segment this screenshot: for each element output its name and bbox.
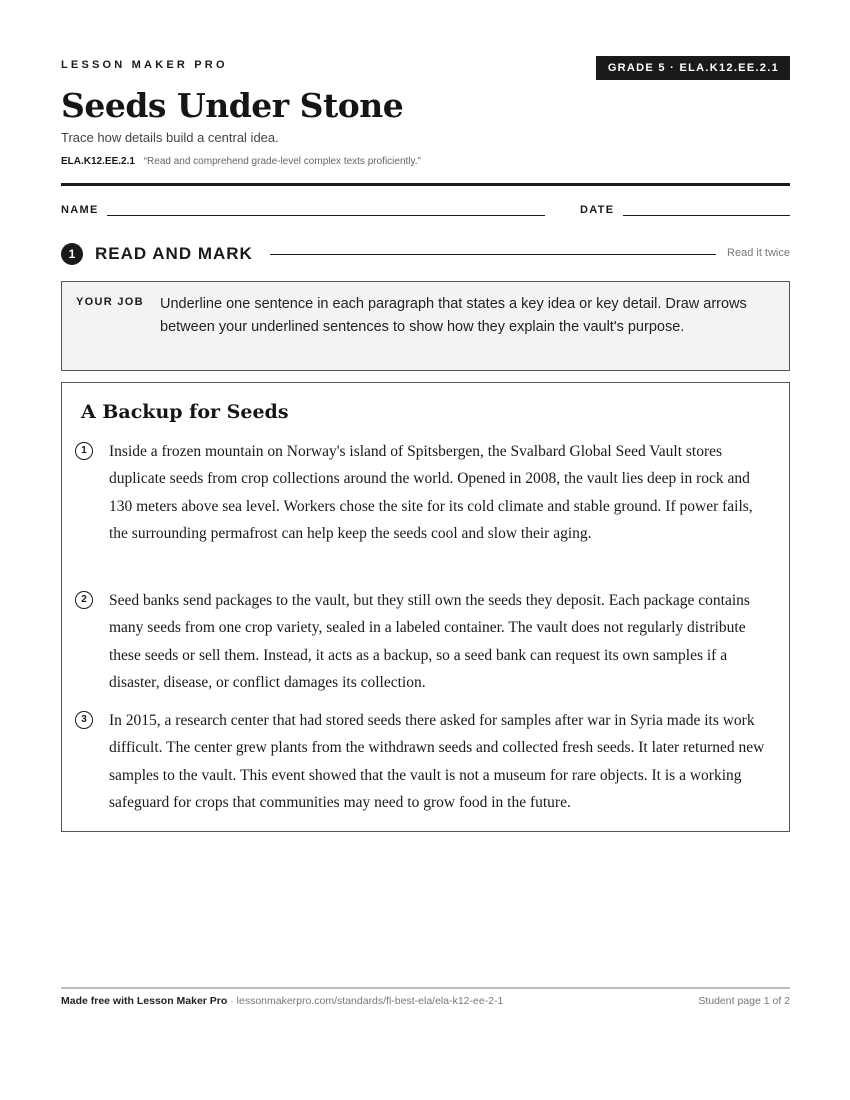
paragraph-text: In 2015, a research center that had stored seeds there asked for samples after war in Syria made its work difficult. The center grew plants from the withdrawn seeds and collected fresh seeds. It later returned new samples to the vault. This event showed that the vault is not a museum for rare objects. It is a working safeguard for crops that communities may need to grow food in the future. [109, 712, 765, 812]
brand-name: LESSON MAKER PRO [61, 59, 228, 71]
instructions-text: Underline one sentence in each paragraph that states a key idea or key detail. Draw arrows between your underlined sentences to show how they explain the vault's purpose. [160, 296, 747, 335]
footer-made-with: Made free with Lesson Maker Pro [61, 995, 228, 1007]
paragraph-text: Inside a frozen mountain on Norway's island of Spitsbergen, the Svalbard Global Seed Vault stores duplicate seeds from crop collections around the world. Opened in 2008, the vault lies deep in rock and 130 meters above sea level. Workers chose the site for its cold climate and stable ground. If power fails, the surrounding permafrost can help keep the seeds cool and slow their aging. [109, 443, 753, 543]
page-title: Seeds Under Stone [61, 86, 404, 125]
footer-separator: · [230, 995, 237, 1007]
reading-passage [61, 382, 790, 832]
footer-page-number: Student page 1 of 2 [698, 995, 790, 1007]
section-number-badge: 1 [61, 243, 83, 265]
name-field[interactable] [107, 215, 545, 216]
paragraph-text: Seed banks send packages to the vault, but they still own the seeds they deposit. Each package contains many seeds from one crop variety, sealed in a labeled container. The vault does not regularly distribute these seeds or sell them. Instead, it acts as a backup, so a seed bank can request its own samples if a disaster, disease, or conflict damages its collection. [109, 592, 750, 692]
footer-divider [61, 987, 790, 989]
section-note: Read it twice [727, 247, 790, 259]
date-field[interactable] [623, 215, 790, 216]
section-header [61, 243, 790, 265]
section-title: READ AND MARK [95, 244, 253, 263]
name-label: NAME [61, 204, 99, 216]
date-label: DATE [580, 204, 615, 216]
footer [61, 995, 790, 1007]
brand-row [61, 56, 790, 80]
instructions-box [61, 281, 790, 371]
name-date-row [61, 203, 790, 219]
footer-url[interactable]: lessonmakerpro.com/standards/fl-best-ela/ela-k12-ee-2-1 [236, 995, 504, 1007]
paragraph-number: 1 [75, 442, 93, 460]
standard-quote: “Read and comprehend grade-level complex texts proficiently.” [143, 156, 421, 167]
standard-line [61, 156, 421, 167]
standard-code: ELA.K12.EE.2.1 [61, 156, 135, 167]
passage-title: A Backup for Seeds [81, 401, 289, 423]
grade-badge: GRADE 5 · ELA.K12.EE.2.1 [596, 56, 790, 80]
paragraph-number: 3 [75, 711, 93, 729]
instructions-label: YOUR JOB [76, 296, 144, 308]
page-subtitle: Trace how details build a central idea. [61, 130, 279, 145]
paragraph-number: 2 [75, 591, 93, 609]
header-divider [61, 183, 790, 186]
section-divider [270, 254, 716, 255]
